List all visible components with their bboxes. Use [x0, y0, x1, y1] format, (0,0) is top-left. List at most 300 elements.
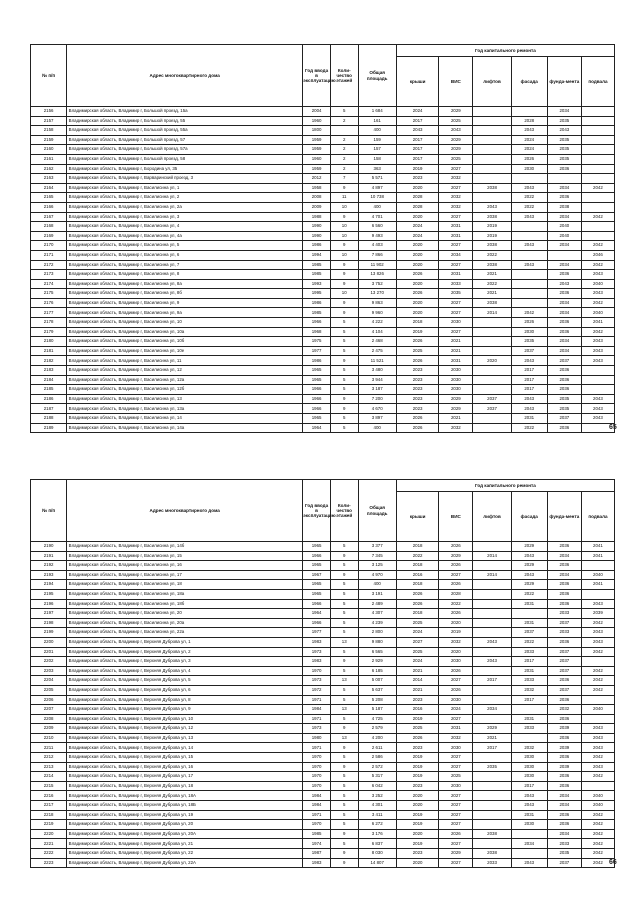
cell-address: Владимирская область, Владимир г, Верхняя Дуброва ул, 18	[67, 781, 303, 791]
cell-num: 2164	[31, 183, 67, 193]
cell-vis: 2027	[439, 801, 473, 811]
cell-lifts	[473, 423, 511, 433]
cell-roof: 2023	[396, 781, 439, 791]
cell-area: 400	[358, 202, 396, 212]
cell-basement: 2042	[581, 183, 614, 193]
cell-num: 2158	[31, 126, 67, 136]
cell-num: 2204	[31, 676, 67, 686]
cell-area: 161	[358, 116, 396, 126]
cell-basement: 2041	[581, 318, 614, 328]
cell-vis: 2032	[439, 423, 473, 433]
cell-facade: 2031	[511, 599, 547, 609]
cell-num: 2190	[31, 542, 67, 552]
cell-area: 4 222	[358, 318, 396, 328]
cell-year: 1964	[303, 609, 331, 619]
cell-address: Владимирская область, Владимир г, Василисина ул, 18б	[67, 599, 303, 609]
cell-floors: 5	[330, 647, 358, 657]
cell-num: 2222	[31, 849, 67, 859]
header-vis: ВИС	[439, 57, 473, 107]
table-row	[31, 791, 615, 801]
cell-num: 2170	[31, 241, 67, 251]
cell-facade	[511, 222, 547, 232]
cell-year: 1990	[303, 222, 331, 232]
header-num: № п/п	[31, 45, 67, 107]
cell-floors: 5	[330, 753, 358, 763]
cell-address: Владимирская область, Владимир г, Василисина ул, 20а	[67, 618, 303, 628]
table-row	[31, 743, 615, 753]
cell-lifts	[473, 561, 511, 571]
cell-num: 2209	[31, 724, 67, 734]
cell-address: Владимирская область, Владимир г, Василисина ул, 2	[67, 193, 303, 203]
table-row	[31, 858, 615, 868]
cell-vis: 2027	[439, 676, 473, 686]
table-row	[31, 781, 615, 791]
cell-num: 2212	[31, 753, 67, 763]
cell-roof: 2025	[396, 618, 439, 628]
cell-basement: 2041	[581, 551, 614, 561]
cell-year: 1977	[303, 628, 331, 638]
table-row	[31, 695, 615, 705]
cell-facade: 2043	[511, 212, 547, 222]
cell-facade: 2043	[511, 356, 547, 366]
cell-address: Владимирская область, Владимир г, Василисина ул, 16	[67, 561, 303, 571]
cell-roof: 2021	[396, 666, 439, 676]
cell-facade	[511, 174, 547, 184]
cell-vis: 2030	[439, 318, 473, 328]
cell-area: 159	[358, 135, 396, 145]
cell-year: 1985	[303, 308, 331, 318]
cell-vis: 2034	[439, 250, 473, 260]
cell-address: Владимирская область, Владимир г, Василисина ул, 10б	[67, 337, 303, 347]
cell-area: 3 752	[358, 279, 396, 289]
cell-address: Владимирская область, Владимир г, Василисина ул, 2а	[67, 202, 303, 212]
cell-vis: 2025	[439, 772, 473, 782]
cell-floors: 5	[330, 609, 358, 619]
cell-vis: 2027	[439, 858, 473, 868]
cell-floors: 9	[330, 762, 358, 772]
cell-basement: 2039	[581, 609, 614, 619]
cell-roof: 2023	[396, 849, 439, 859]
cell-year: 1965	[303, 375, 331, 385]
cell-floors: 5	[330, 772, 358, 782]
cell-num: 2173	[31, 270, 67, 280]
cell-floors: 2	[330, 154, 358, 164]
cell-address: Владимирская область, Владимир г, Верхняя Дуброва ул, 13	[67, 733, 303, 743]
cell-area: 4 301	[358, 801, 396, 811]
cell-vis: 2026	[439, 666, 473, 676]
cell-basement	[581, 714, 614, 724]
cell-floors: 9	[330, 308, 358, 318]
cell-lifts: 2014	[473, 570, 511, 580]
cell-foundation: 2040	[547, 222, 581, 232]
cell-vis: 2027	[439, 212, 473, 222]
cell-roof: 2018	[396, 318, 439, 328]
cell-basement: 2043	[581, 733, 614, 743]
cell-year: 2009	[303, 202, 331, 212]
cell-year: 1965	[303, 414, 331, 424]
header-roof: крыши	[396, 57, 439, 107]
table-row	[31, 366, 615, 376]
cell-lifts: 2038	[473, 298, 511, 308]
cell-basement	[581, 231, 614, 241]
cell-year: 1966	[303, 385, 331, 395]
cell-area: 3 897	[358, 414, 396, 424]
cell-facade: 2022	[511, 589, 547, 599]
cell-num: 2217	[31, 801, 67, 811]
cell-facade: 2043	[511, 404, 547, 414]
cell-year: 1966	[303, 394, 331, 404]
cell-lifts	[473, 589, 511, 599]
cell-facade	[511, 298, 547, 308]
cell-floors: 5	[330, 810, 358, 820]
table-row	[31, 599, 615, 609]
cell-vis: 2030	[439, 375, 473, 385]
cell-floors: 2	[330, 164, 358, 174]
table-row	[31, 202, 615, 212]
cell-facade: 2042	[511, 308, 547, 318]
cell-lifts	[473, 126, 511, 136]
cell-floors: 10	[330, 231, 358, 241]
cell-lifts: 2033	[473, 858, 511, 868]
cell-area: 11 902	[358, 260, 396, 270]
cell-year: 1970	[303, 781, 331, 791]
table-row	[31, 772, 615, 782]
cell-roof: 2017	[396, 145, 439, 155]
cell-year: 1971	[303, 714, 331, 724]
cell-lifts	[473, 609, 511, 619]
cell-roof: 2024	[396, 107, 439, 117]
cell-facade: 2043	[511, 126, 547, 136]
cell-year: 1965	[303, 580, 331, 590]
cell-num: 2218	[31, 810, 67, 820]
cell-year: 1995	[303, 289, 331, 299]
cell-num: 2197	[31, 609, 67, 619]
cell-roof: 2024	[396, 222, 439, 232]
cell-facade	[511, 250, 547, 260]
cell-floors: 7	[330, 174, 358, 184]
table-body	[31, 107, 615, 433]
cell-num: 2171	[31, 250, 67, 260]
cell-area: 7 200	[358, 394, 396, 404]
cell-year: 1971	[303, 695, 331, 705]
cell-year: 1966	[303, 551, 331, 561]
cell-roof: 2023	[396, 743, 439, 753]
cell-floors: 5	[330, 423, 358, 433]
cell-year: 1994	[303, 250, 331, 260]
cell-year: 1985	[303, 270, 331, 280]
cell-roof: 2019	[396, 164, 439, 174]
cell-floors: 9	[330, 394, 358, 404]
cell-num: 2168	[31, 222, 67, 232]
cell-facade: 2037	[511, 346, 547, 356]
cell-foundation: 2034	[547, 260, 581, 270]
cell-year: 1990	[303, 231, 331, 241]
cell-basement: 2043	[581, 724, 614, 734]
cell-address: Владимирская область, Владимир г, Василисина ул, 10	[67, 318, 303, 328]
cell-roof: 2020	[396, 241, 439, 251]
cell-lifts	[473, 107, 511, 117]
cell-facade	[511, 279, 547, 289]
cell-facade	[511, 849, 547, 859]
cell-foundation: 2036	[547, 423, 581, 433]
cell-facade: 2017	[511, 366, 547, 376]
cell-foundation: 2036	[547, 676, 581, 686]
cell-area: 2 579	[358, 724, 396, 734]
cell-lifts: 2038	[473, 829, 511, 839]
cell-num: 2210	[31, 733, 67, 743]
cell-year: 2004	[303, 107, 331, 117]
cell-roof: 2019	[396, 327, 439, 337]
cell-num: 2165	[31, 193, 67, 203]
cell-facade: 2034	[511, 839, 547, 849]
cell-basement	[581, 107, 614, 117]
cell-year: 1970	[303, 762, 331, 772]
cell-vis: 2032	[439, 733, 473, 743]
cell-roof: 2016	[396, 705, 439, 715]
cell-foundation: 2043	[547, 126, 581, 136]
cell-year: 2008	[303, 193, 331, 203]
cell-area: 4 239	[358, 618, 396, 628]
cell-address: Владимирская область, Владимир г, Василисина ул, 10е	[67, 346, 303, 356]
cell-vis: 2032	[439, 637, 473, 647]
header-lifts: лифтов	[473, 492, 511, 542]
cell-num: 2180	[31, 337, 67, 347]
cell-address: Владимирская область, Владимир г, Верхняя Дуброва ул, 16	[67, 762, 303, 772]
cell-vis: 2025	[439, 154, 473, 164]
cell-address: Владимирская область, Владимир г, Верхняя Дуброва ул, 1	[67, 637, 303, 647]
cell-lifts	[473, 580, 511, 590]
cell-vis: 2026	[439, 685, 473, 695]
cell-num: 2185	[31, 385, 67, 395]
cell-foundation: 2039	[547, 743, 581, 753]
table-row	[31, 337, 615, 347]
table-row	[31, 270, 615, 280]
cell-area: 9 880	[358, 637, 396, 647]
cell-floors: 5	[330, 801, 358, 811]
table-row	[31, 394, 615, 404]
header-floors: Коли-чество этажей	[330, 45, 358, 107]
cell-foundation: 2039	[547, 762, 581, 772]
cell-roof: 2019	[396, 810, 439, 820]
cell-vis: 2027	[439, 820, 473, 830]
cell-foundation: 2037	[547, 657, 581, 667]
table-row	[31, 705, 615, 715]
cell-foundation: 2037	[547, 685, 581, 695]
cell-foundation: 2034	[547, 298, 581, 308]
cell-address: Владимирская область, Владимир г, Верхняя Дуброва ул, 5	[67, 676, 303, 686]
cell-num: 2194	[31, 580, 67, 590]
cell-vis: 2028	[439, 589, 473, 599]
cell-address: Владимирская область, Владимир г, Василисина ул, 10а	[67, 327, 303, 337]
cell-basement: 2042	[581, 676, 614, 686]
cell-vis: 2032	[439, 202, 473, 212]
cell-address: Владимирская область, Владимир г, Верхняя Дуброва ул, 18А	[67, 791, 303, 801]
cell-facade: 2043	[511, 551, 547, 561]
cell-facade: 2022	[511, 637, 547, 647]
cell-address: Владимирская область, Владимир г, Верхняя Дуброва ул, 3	[67, 657, 303, 667]
cell-vis: 2035	[439, 289, 473, 299]
cell-area: 2 475	[358, 346, 396, 356]
cell-area: 3 176	[358, 829, 396, 839]
cell-foundation: 2033	[547, 839, 581, 849]
cell-lifts	[473, 801, 511, 811]
cell-basement	[581, 385, 614, 395]
cell-year: 1970	[303, 820, 331, 830]
cell-year: 1985	[303, 260, 331, 270]
cell-basement	[581, 154, 614, 164]
cell-foundation: 2034	[547, 570, 581, 580]
cell-lifts	[473, 695, 511, 705]
cell-floors: 9	[330, 241, 358, 251]
cell-num: 2172	[31, 260, 67, 270]
cell-vis: 2019	[439, 628, 473, 638]
header-basement: подвала	[581, 492, 614, 542]
cell-roof: 2026	[396, 423, 439, 433]
cell-facade: 2043	[511, 394, 547, 404]
cell-address: Владимирская область, Владимир г, Василисина ул, 8б	[67, 289, 303, 299]
table-row	[31, 753, 615, 763]
cell-facade	[511, 705, 547, 715]
cell-lifts	[473, 164, 511, 174]
cell-lifts	[473, 542, 511, 552]
cell-vis: 2027	[439, 753, 473, 763]
cell-facade: 2043	[511, 260, 547, 270]
cell-roof: 2020	[396, 858, 439, 868]
cell-year: 1965	[303, 561, 331, 571]
cell-area: 6 565	[358, 647, 396, 657]
cell-address: Владимирская область, Владимир г, Василисина ул, 13	[67, 394, 303, 404]
cell-facade: 2031	[511, 666, 547, 676]
header-basement: подвала	[581, 57, 614, 107]
cell-lifts: 2038	[473, 241, 511, 251]
cell-foundation: 2035	[547, 116, 581, 126]
cell-num: 2220	[31, 829, 67, 839]
cell-year: 1959	[303, 164, 331, 174]
cell-year: 1975	[303, 337, 331, 347]
cell-roof: 2017	[396, 116, 439, 126]
cell-roof: 2026	[396, 414, 439, 424]
cell-facade: 2024	[511, 145, 547, 155]
cell-address: Владимирская область, Владимир г, Василисина ул, 7	[67, 260, 303, 270]
cell-address: Владимирская область, Владимир г, Большой проезд, 58	[67, 154, 303, 164]
cell-address: Владимирская область, Владимир г, Василисина ул, 4а	[67, 231, 303, 241]
cell-facade: 2031	[511, 714, 547, 724]
cell-lifts	[473, 366, 511, 376]
cell-foundation: 2036	[547, 772, 581, 782]
cell-lifts	[473, 791, 511, 801]
cell-address: Владимирская область, Владимир г, Василисина ул, 18а	[67, 589, 303, 599]
cell-facade: 2029	[511, 580, 547, 590]
cell-lifts	[473, 385, 511, 395]
cell-basement: 2043	[581, 346, 614, 356]
cell-year: 1988	[303, 212, 331, 222]
cell-floors: 13	[330, 676, 358, 686]
cell-year: 1966	[303, 404, 331, 414]
cell-basement	[581, 222, 614, 232]
cell-roof: 2018	[396, 542, 439, 552]
table-row	[31, 356, 615, 366]
cell-area: 9 863	[358, 298, 396, 308]
cell-floors: 9	[330, 551, 358, 561]
cell-foundation: 2036	[547, 375, 581, 385]
cell-roof: 2020	[396, 298, 439, 308]
table-row	[31, 647, 615, 657]
cell-facade: 2033	[511, 647, 547, 657]
cell-facade: 2026	[511, 154, 547, 164]
cell-roof: 2023	[396, 375, 439, 385]
cell-year: 1800	[303, 126, 331, 136]
cell-address: Владимирская область, Владимир г, Верхняя Дуброва ул, 10	[67, 714, 303, 724]
cell-basement	[581, 193, 614, 203]
cell-address: Владимирская область, Владимир г, Василисина ул, 14б	[67, 542, 303, 552]
cell-basement	[581, 695, 614, 705]
repair-table-page-65	[30, 44, 615, 433]
cell-address: Владимирская область, Владимир г, Василисина ул, 12а	[67, 375, 303, 385]
table-row	[31, 241, 615, 251]
cell-lifts	[473, 647, 511, 657]
cell-lifts: 2038	[473, 212, 511, 222]
cell-num: 2214	[31, 772, 67, 782]
cell-foundation: 2036	[547, 327, 581, 337]
cell-foundation: 2043	[547, 279, 581, 289]
cell-lifts: 2014	[473, 308, 511, 318]
cell-floors: 5	[330, 685, 358, 695]
cell-num: 2179	[31, 327, 67, 337]
cell-basement	[581, 202, 614, 212]
cell-vis: 2031	[439, 356, 473, 366]
cell-facade: 2031	[511, 810, 547, 820]
cell-roof: 2017	[396, 154, 439, 164]
cell-roof: 2018	[396, 609, 439, 619]
cell-address: Владимирская область, Владимир г, Верхняя Дуброва ул, 8	[67, 695, 303, 705]
table-row	[31, 551, 615, 561]
cell-lifts	[473, 685, 511, 695]
cell-floors: 5	[330, 618, 358, 628]
cell-floors: 2	[330, 116, 358, 126]
cell-address: Владимирская область, Владимир г, Василисина ул, 20	[67, 609, 303, 619]
cell-basement: 2042	[581, 820, 614, 830]
cell-vis: 2029	[439, 135, 473, 145]
cell-lifts	[473, 666, 511, 676]
cell-year: 1984	[303, 791, 331, 801]
cell-floors: 13	[330, 637, 358, 647]
cell-vis: 2021	[439, 414, 473, 424]
table-row	[31, 385, 615, 395]
cell-area: 158	[358, 154, 396, 164]
cell-basement: 2042	[581, 858, 614, 868]
cell-lifts: 2029	[473, 724, 511, 734]
cell-foundation: 2037	[547, 356, 581, 366]
cell-vis: 2027	[439, 570, 473, 580]
cell-area: 4 897	[358, 183, 396, 193]
cell-vis: 2027	[439, 839, 473, 849]
cell-lifts	[473, 337, 511, 347]
cell-address: Владимирская область, Владимир г, Василисина ул, 18	[67, 580, 303, 590]
cell-floors: 5	[330, 318, 358, 328]
cell-area: 6 272	[358, 820, 396, 830]
cell-vis: 2026	[439, 542, 473, 552]
cell-num: 2219	[31, 820, 67, 830]
table-row	[31, 810, 615, 820]
table-row	[31, 561, 615, 571]
cell-address: Владимирская область, Владимир г, Верхняя Дуброва ул, 9	[67, 705, 303, 715]
cell-area: 3 191	[358, 589, 396, 599]
cell-basement: 2042	[581, 327, 614, 337]
cell-num: 2192	[31, 561, 67, 571]
cell-year: 1966	[303, 599, 331, 609]
cell-year: 1973	[303, 676, 331, 686]
cell-roof: 2021	[396, 685, 439, 695]
